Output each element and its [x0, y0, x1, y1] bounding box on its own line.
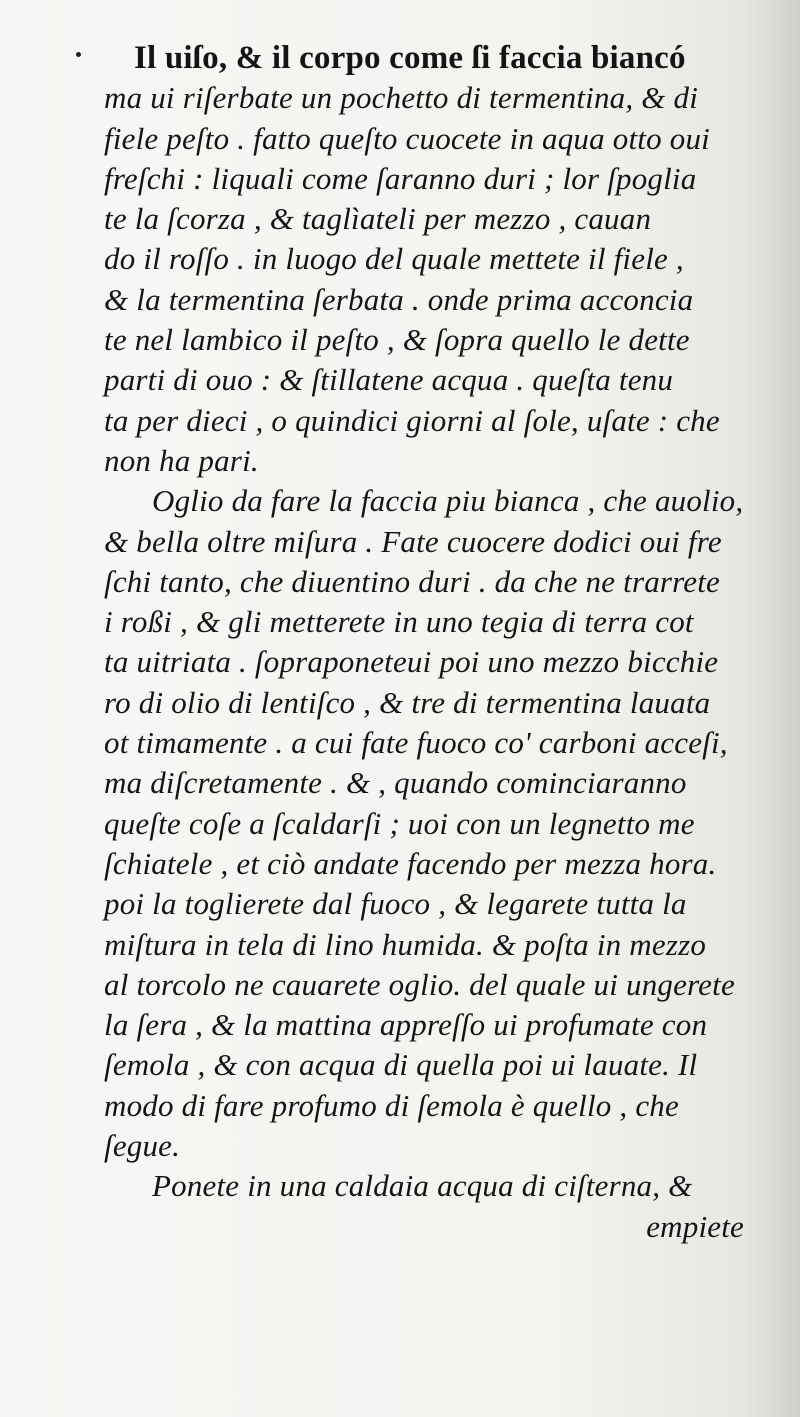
text-line: te la ſcorza , & taglìateli per mezzo , cauan: [104, 201, 652, 237]
page-text: [104, 38, 784, 1247]
text-line: ſemola , & con acqua di quella poi ui lauate. Il: [104, 1047, 698, 1083]
text-line: ot timamente . a cui fate fuoco co' carboni acceſi,: [104, 725, 728, 761]
text-line: queſte coſe a ſcaldarſi ; uoi con un legnetto me: [104, 805, 695, 841]
text-line: i roßi , & gli metterete in uno tegia di terra cot: [104, 604, 694, 640]
text-line: & la termentina ſerbata . onde prima acconcia: [104, 281, 694, 317]
text-line: & bella oltre miſura . Fate cuocere dodici oui fre: [104, 523, 722, 559]
text-line: do il roſſo . in luogo del quale mettete il fiele ,: [104, 241, 684, 277]
text-line: modo di fare profumo di ſemola è quello , che: [104, 1087, 679, 1123]
text-line: poi la toglierete dal fuoco , & legarete tutta la: [104, 886, 687, 922]
text-line: non ha pari.: [104, 442, 259, 478]
paragraph-start-line: Ponete in una caldaia acqua di ciſterna, &: [152, 1168, 693, 1204]
text-line: ſchiatele , et ciò andate facendo per mezza hora.: [104, 845, 717, 881]
margin-mark: [76, 52, 81, 57]
text-line: al torcolo ne cauarete oglio. del quale ui ungerete: [104, 966, 735, 1002]
text-line: ma diſcretamente . & , quando cominciaranno: [104, 765, 687, 801]
text-line: ma ui riſerbate un pochetto di termentina, & di: [104, 80, 699, 116]
text-line: la ſera , & la mattina appreſſo ui profumate con: [104, 1007, 708, 1043]
text-line: freſchi : liquali come ſaranno duri ; lor ſpoglia: [104, 160, 697, 196]
heading-line: Il uiſo, & il corpo come ſi faccia biancó: [134, 40, 686, 76]
text-line: te nel lambico il peſto , & ſopra quello le dette: [104, 322, 690, 358]
text-line: ſchi tanto, che diuentino duri . da che ne trarrete: [104, 563, 721, 599]
text-line: ſegue.: [104, 1128, 181, 1164]
catchword: empiete: [646, 1208, 744, 1244]
text-line: parti di ouo : & ſtillatene acqua . queſta tenu: [104, 362, 674, 398]
paragraph-start-line: Oglio da fare la faccia piu bianca , che auolio,: [152, 483, 744, 519]
text-line: ta per dieci , o quindici giorni al ſole, uſate : che: [104, 402, 720, 438]
text-line: ta uitriata . ſopraponeteui poi uno mezzo bicchie: [104, 644, 719, 680]
text-line: miſtura in tela di lino humida. & poſta in mezzo: [104, 926, 707, 962]
text-line: ro di olio di lentiſco , & tre di termentina lauata: [104, 684, 711, 720]
text-line: fiele peſto . fatto queſto cuocete in aqua otto oui: [104, 120, 710, 156]
